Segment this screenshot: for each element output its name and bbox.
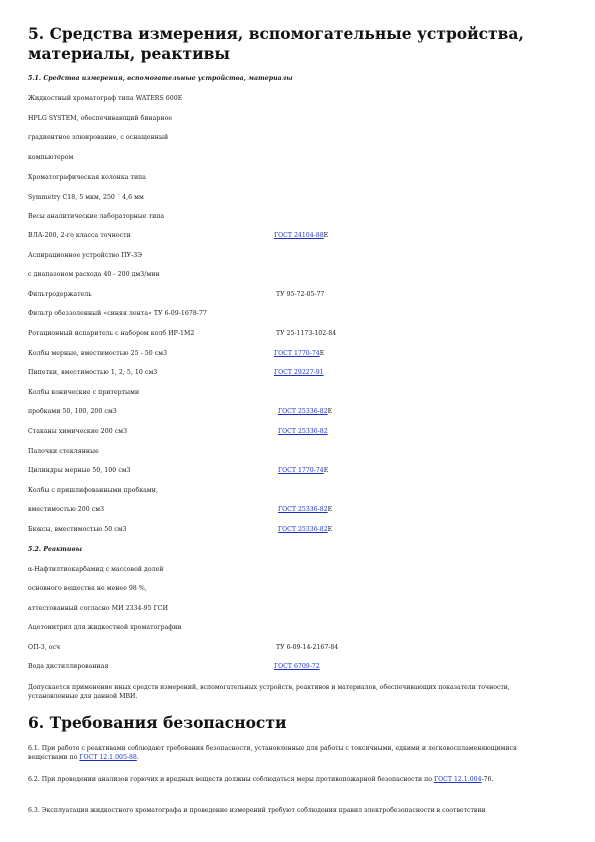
subsection-5-2-heading: 5.2. Реактивы [28, 546, 82, 553]
list-item-text: Стаканы химические 200 см3 [28, 428, 128, 435]
description-line: Symmetry C18, 5 мкм, 250 ´ 4,6 мм [28, 193, 144, 201]
list-item-text: Колбы мерные, вместимостью 25 - 50 см3 [28, 349, 168, 357]
standard-reference [278, 506, 332, 514]
list-item-text: Ротационный испаритель с набором колб ИР-1М2 [28, 330, 195, 337]
standard-reference [274, 663, 320, 671]
gost-link[interactable]: ГОСТ 25336-82 [278, 428, 328, 435]
reference-suffix: Е [327, 506, 333, 514]
standard-reference [278, 526, 332, 534]
section-6-title: 6. Требования безопасности [28, 713, 287, 732]
safety-paragraph-6-2 [28, 775, 558, 784]
gost-link[interactable]: ГОСТ 6709-72 [274, 663, 320, 670]
gost-link[interactable]: ГОСТ 12.1.004 [433, 776, 482, 783]
description-line: градиентное элюирование, с оснащенный [28, 134, 169, 142]
safety-paragraph-6-3: 6.3. Эксплуатация жидкостного хроматографа и проведение измерений требуют соблюдения правил электробезопасности в соответствии [28, 807, 486, 814]
list-item-text: Колбы конические с притертыми [28, 388, 140, 396]
gost-link[interactable]: ГОСТ 25336-82 [278, 526, 328, 533]
description-line: компьютером [28, 154, 74, 162]
substitution-note: Допускается применение иных средств измерений, вспомогательных устройств, реактивов и материалов, обеспечивающих показатели точности, установленные для данной МВИ. [28, 684, 510, 700]
safety-6-2-text: 6.2. При проведении анализов горючих и вредных веществ должны соблюдаться меры противопожарной безопасности по [28, 776, 434, 783]
description-line: Весы аналитические лабораторные типа [28, 213, 165, 221]
list-item-text: Фильтродержатель [28, 290, 92, 298]
list-item-text: с диапазоном расхода 40 - 200 дм3/мин [28, 271, 160, 279]
spec-reference: ТУ 25-1173-102-84 [276, 330, 337, 337]
list-item-text: Бюксы, вместимостью 50 см3 [28, 526, 127, 533]
spec-reference: ТУ 6-09-14-2167-84 [276, 643, 339, 651]
section-5-title-line-2: материалы, реактивы [28, 44, 230, 63]
section-5-title-line-1: 5. Средства измерения, вспомогательные устройства, [28, 24, 524, 43]
gost-link[interactable]: ГОСТ 1770-74 [278, 467, 324, 475]
safety-6-1-text: 6.1. При работе с реактивами соблюдают требования безопасности, установленные для работы с токсичными, едкими и легковоспламеняющимися веществами по [28, 745, 517, 761]
reference-suffix: Е [323, 467, 329, 475]
subsection-5-1-heading: 5.1. Средства измерения, вспомогательные устройства, материалы [28, 75, 293, 82]
gost-link[interactable]: ГОСТ 1770-74 [274, 349, 320, 357]
description-line: Хроматографическая колонка типа [28, 173, 147, 181]
standard-reference [274, 369, 324, 377]
safety-paragraph-6-1 [28, 744, 558, 762]
gost-link[interactable]: ГОСТ 25336-82 [278, 408, 328, 416]
list-item-text: Вода дистиллированная [28, 663, 109, 670]
standard-reference [274, 350, 324, 358]
safety-6-1-end: . [136, 754, 139, 761]
reference-suffix: Е [327, 526, 333, 533]
reference-suffix: Е [319, 349, 325, 357]
list-item-text: Аспирационное устройство ПУ-3Э [28, 251, 143, 259]
standard-reference [274, 232, 328, 240]
standard-reference [278, 467, 328, 475]
list-item-text: вместимостью 200 см3 [28, 506, 105, 514]
gost-link[interactable]: ГОСТ 25336-82 [278, 506, 328, 514]
gost-link[interactable]: ГОСТ 29227-91 [274, 369, 324, 377]
standard-reference [278, 408, 332, 416]
list-item-text: ВЛА-200, 2-го класса точности [28, 232, 131, 239]
list-item-text: α-Нафтилтиокарбамид с массовой долей [28, 566, 164, 573]
spec-reference: ТУ 95-72-05-77 [276, 290, 325, 298]
list-item-text: ОП-3, осч [28, 643, 61, 651]
description-line: HPLG SYSTEM, обеспечивающий бинарное [28, 114, 173, 122]
list-item-text: Цилиндры мерные 50, 100 см3 [28, 467, 131, 475]
gost-link[interactable]: ГОСТ 12.1.005-88 [79, 754, 137, 761]
list-item-text: пробками 50, 100, 200 см3 [28, 408, 117, 416]
list-item-text: Колбы с пришлифованными пробками, [28, 486, 158, 494]
list-item-text: Ацетонитрил для жидкостной хроматографии [28, 624, 182, 632]
reference-suffix: Е [327, 408, 333, 416]
list-item-text: Пипетки, вместимостью 1, 2, 5, 10 см3 [28, 369, 158, 377]
reference-suffix: Е [323, 232, 329, 239]
gost-link[interactable]: ГОСТ 24104-88 [274, 232, 324, 239]
list-item-text: основного вещества не менее 98 %, [28, 585, 147, 593]
list-item-text: аттестованный согласно МИ 2334-95 ГСИ [28, 604, 169, 612]
description-line: Жидкостный хроматограф типа WATERS 600E [28, 95, 183, 102]
list-item-text: Палочки стеклянные [28, 447, 99, 455]
safety-6-2-end: -76. [481, 776, 494, 783]
standard-reference [278, 428, 328, 436]
list-item-text: Фильтр обеззоленный «синяя лента» ТУ 6-09-1678-77 [28, 310, 207, 318]
